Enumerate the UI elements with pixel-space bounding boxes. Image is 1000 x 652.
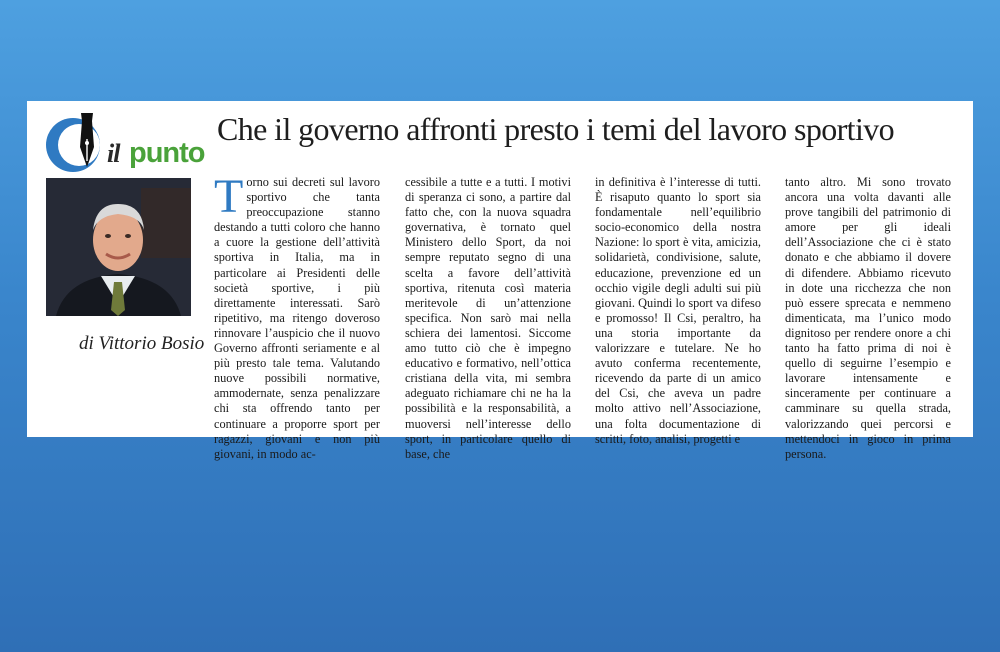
logo-punto-text: punto (129, 137, 205, 169)
dropcap: T (214, 170, 244, 223)
logo-il-text: il (107, 139, 120, 168)
headline: Che il governo affronti presto i temi del lavoro sportivo (217, 111, 895, 147)
il-punto-logo (45, 109, 205, 175)
author-photo (46, 178, 191, 316)
column-1-text (214, 170, 380, 462)
article-column-2 (405, 175, 571, 462)
article-column-4 (785, 175, 951, 462)
column-3-text: in definitiva è l’interesse di tutti. È risaputo quanto lo sport sia fondamentale nell’equilibrio socio-economico della nostra Nazione: lo sport è vita, amicizia, solidarietà, condivisione, salute, educazione, prevenzione ed un occhio vigile degli adulti sui più giovani. Quindi lo sport va difeso e promosso! Il Csi, peraltro, ha una storia importante da valorizzare e tutelare. Ne ho avuto conferma recentemente, ricevendo da parte di un amico del Csi, che aveva un padre molto attivo nell’Associazione, una folta documentazione di scritti, foto, analisi, progetti e (595, 175, 761, 446)
article-column-3 (595, 175, 761, 447)
byline: di Vittorio Bosio (79, 333, 205, 354)
fountain-pen-icon (45, 109, 107, 173)
author-portrait (46, 178, 191, 316)
column-4-text: tanto altro. Mi sono trovato ancora una volta davanti alle prove tangibili del patrimonio di amore per gli ideali dell’Associazione che ci è stato donato e che abbiamo il dovere di difendere. Abbiamo ricevuto in dote una ricchezza che non può essere sprecata e nemmeno dimenticata, ma l’unico modo dignitoso per rendere onore a chi tanto ha fatto prima di noi è quello di seguirne l’esempio e lavorare intensamente e sinceramente per continuare a camminare su quella strada, valorizzando quei percorsi e mettendoci in gioco in prima persona. (785, 175, 951, 461)
column-1-body: orno sui decreti sul lavoro sportivo che tanta preoccupazione stanno destando a tutti coloro che hanno a cuore la gestione dell’attività sportiva in Italia, ma in particolare ai Presidenti delle società sportive, i più direttamente interessati. Sarò ripetitivo, ma ritengo doveroso rinnovare l’auspicio che il nuovo Governo affronti seriamente e al più presto tale tema. Valutando nuove possibili normative, ammodernate, senza penalizzare chi sta offrendo tanto per continuare a proporre sport per ragazzi, giovani e non più giovani, in modo ac- (214, 175, 380, 461)
column-2-text: cessibile a tutte e a tutti. I motivi di speranza ci sono, a partire dal fatto che, con la nuova squadra governativa, è tornato quel Ministero dello Sport, da noi sempre reputato segno di una scelta a favore dell’attività sportiva, ritenuta così materia meritevole di un’attenzione specifica. Non sarò mai nella schiera dei lamentosi. Siccome amo tutto ciò che è impegno educativo e formativo, nell’ottica cristiana della vita, mi sembra adeguato richiamare chi ne ha la possibilità e la responsabilità, a muoversi nell’interesse dello sport, in particolare quello di base, che (405, 175, 571, 461)
article-clipping (27, 101, 973, 461)
article-column-1 (214, 170, 380, 462)
